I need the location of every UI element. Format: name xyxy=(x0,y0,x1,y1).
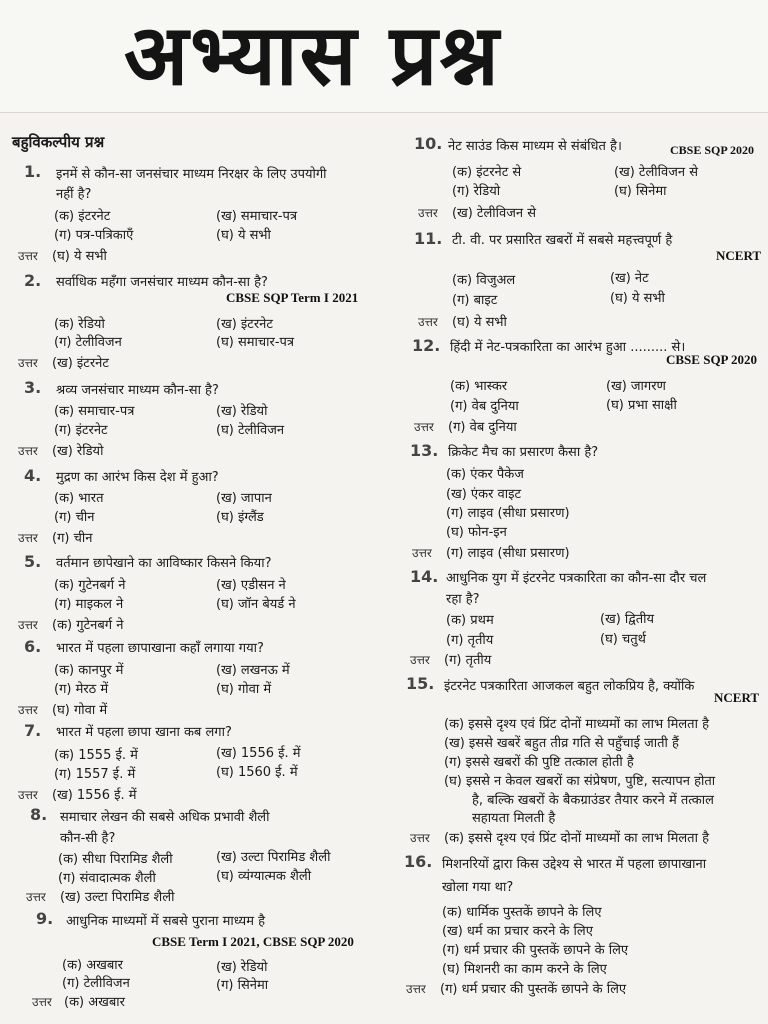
option-ka: (क) भास्कर xyxy=(450,379,508,394)
source-tag: CBSE SQP Term I 2021 xyxy=(226,290,359,305)
question-text: समाचार लेखन की सबसे अधिक प्रभावी शैली xyxy=(60,810,270,825)
question-text: भारत में पहला छापाखाना कहाँ लगाया गया? xyxy=(56,641,264,656)
option-ga: (ग) मेरठ में xyxy=(54,682,109,697)
option-kha: (ख) रेडियो xyxy=(216,404,268,419)
answer-label: उत्तर xyxy=(18,618,38,632)
option-gha: (घ) व्यंग्यात्मक शैली xyxy=(216,869,312,884)
option-ga: (ग) संवादात्मक शैली xyxy=(58,871,156,886)
option-ga: (ग) टेलीविजन xyxy=(62,976,130,991)
option-ka: (क) रेडियो xyxy=(54,317,105,332)
option-ka: (क) अखबार xyxy=(62,958,123,973)
option-gha: (घ) सिनेमा xyxy=(614,184,667,199)
answer: (ख) टेलीविजन से xyxy=(452,206,537,221)
answer-label: उत्तर xyxy=(414,420,434,434)
option-kha: (ख) लखनऊ में xyxy=(216,663,290,678)
option-kha: (ख) जागरण xyxy=(606,379,666,394)
option-ga: (ग) बाइट xyxy=(452,293,498,308)
question-number: 6. xyxy=(24,637,42,656)
answer: (घ) गोवा में xyxy=(52,703,108,718)
option-kha: (ख) नेट xyxy=(610,271,649,286)
option-ka: (क) भारत xyxy=(54,491,104,506)
question-number: 10. xyxy=(414,134,443,153)
answer-label: उत्तर xyxy=(418,206,438,220)
answer-label: उत्तर xyxy=(18,356,38,370)
option-kha: (ख) टेलीविजन से xyxy=(614,165,699,180)
answer-label: उत्तर xyxy=(18,531,38,545)
option-gha: (घ) मिशनरी का काम करने के लिए xyxy=(442,962,607,977)
option-ga: (ग) माइकल ने xyxy=(54,597,124,612)
question-number: 4. xyxy=(24,466,42,485)
page-title: अभ्यास प्रश्न xyxy=(124,5,501,104)
answer-label: उत्तर xyxy=(26,890,46,904)
answer-label: उत्तर xyxy=(32,995,52,1009)
option-kha: (ख) एडीसन ने xyxy=(216,578,286,593)
option-gha: (घ) टेलीविजन xyxy=(216,423,285,438)
question-text: क्रिकेट मैच का प्रसारण कैसा है? xyxy=(448,445,599,460)
option-ka: (क) समाचार-पत्र xyxy=(54,404,135,419)
option-ga: (ग) 1557 ई. में xyxy=(54,767,136,782)
option-gha: (घ) 1560 ई. में xyxy=(216,765,298,780)
question-text: वर्तमान छापेखाने का आविष्कार किसने किया? xyxy=(56,556,272,571)
option-ga: (ग) इंटरनेट xyxy=(54,423,108,438)
answer: (ग) धर्म प्रचार की पुस्तकें छापने के लिए xyxy=(440,982,627,997)
question-text: श्रव्य जनसंचार माध्यम कौन-सा है? xyxy=(56,383,219,398)
answer: (ख) इंटरनेट xyxy=(52,356,109,371)
option-ga: (ग) टेलीविजन xyxy=(54,335,122,350)
source-tag: NCERT xyxy=(714,690,760,705)
answer-label: उत्तर xyxy=(18,703,38,717)
question-number: 8. xyxy=(30,805,48,824)
option-ka: (क) गुटेनबर्ग ने xyxy=(54,578,126,593)
section-heading: बहुविकल्पीय प्रश्न xyxy=(12,133,105,151)
option-kha: (ख) 1556 ई. में xyxy=(216,746,301,761)
answer-label: उत्तर xyxy=(406,982,426,996)
answer: (क) अखबार xyxy=(64,995,125,1010)
source-tag: CBSE SQP 2020 xyxy=(666,352,758,367)
option-gha: (घ) समाचार-पत्र xyxy=(216,335,295,350)
option-gha: (घ) इससे न केवल खबरों का संप्रेषण, पुष्टि, सत्यापन होता xyxy=(444,774,716,789)
question-number: 3. xyxy=(24,378,42,397)
answer: (ख) उल्टा पिरामिड शैली xyxy=(60,890,175,905)
option-gha: (घ) ये सभी xyxy=(610,291,665,306)
answer: (क) इससे दृश्य एवं प्रिंट दोनों माध्यमों का लाभ मिलता है xyxy=(444,831,709,846)
option-ga: (ग) चीन xyxy=(54,510,95,525)
option-ga: (ग) वेब दुनिया xyxy=(450,399,519,414)
answer: (ख) रेडियो xyxy=(52,444,104,459)
option-gha: (घ) प्रभा साक्षी xyxy=(606,398,677,413)
question-text-cont: रहा है? xyxy=(446,592,480,607)
question-text: मिशनरियों द्वारा किस उद्देश्य से भारत में पहला छापाखाना xyxy=(442,857,707,872)
question-number: 14. xyxy=(410,567,439,586)
answer-label: उत्तर xyxy=(18,249,38,263)
option-ka: (क) इंटरनेट से xyxy=(452,165,522,180)
option-ka: (क) 1555 ई. में xyxy=(54,748,138,763)
question-number: 7. xyxy=(24,721,42,740)
option-kha: (ख) द्वितीय xyxy=(600,612,655,627)
option-ga: (ग) इससे खबरों की पुष्टि तत्काल होती है xyxy=(444,755,634,770)
source-tag: NCERT xyxy=(716,248,762,263)
answer-label: उत्तर xyxy=(18,444,38,458)
question-number: 15. xyxy=(406,674,435,693)
question-text: हिंदी में नेट-पत्रकारिता का आरंभ हुआ ......... से। xyxy=(450,340,686,355)
option-ga: (ग) लाइव (सीधा प्रसारण) xyxy=(446,506,570,521)
option-kha: (ख) समाचार-पत्र xyxy=(216,209,298,224)
option-ka: (क) एंकर पैकेज xyxy=(446,467,524,482)
option-ka: (क) सीधा पिरामिड शैली xyxy=(58,852,173,867)
question-text: सर्वाधिक महँगा जनसंचार माध्यम कौन-सा है? xyxy=(56,275,268,290)
answer: (ग) चीन xyxy=(52,531,93,546)
question-number: 1. xyxy=(24,162,42,181)
option-gha-cont: है, बल्कि खबरों के बैकग्राउंडर तैयार करने में तत्काल xyxy=(472,793,714,808)
question-text: इंटरनेट पत्रकारिता आजकल बहुत लोकप्रिय है, क्योंकि xyxy=(444,679,695,694)
option-kha: (ख) एंकर वाइट xyxy=(446,487,522,502)
option-ga: (ग) तृतीय xyxy=(446,633,494,648)
question-text: आधुनिक युग में इंटरनेट पत्रकारिता का कौन-सा दौर चल xyxy=(446,571,707,586)
option-gha: (घ) इंग्लैंड xyxy=(216,510,264,525)
option-ka: (क) इससे दृश्य एवं प्रिंट दोनों माध्यमों का लाभ मिलता है xyxy=(444,717,709,732)
answer-label: उत्तर xyxy=(18,788,38,802)
option-ga: (ग) रेडियो xyxy=(452,184,501,199)
option-kha: (ख) इससे खबरें बहुत तीव्र गति से पहुँचाई जाती हैं xyxy=(444,736,679,751)
option-ga: (ग) धर्म प्रचार की पुस्तकें छापने के लिए xyxy=(442,943,629,958)
option-gha: (ग) सिनेमा xyxy=(216,978,269,993)
question-text-cont: कौन-सी है? xyxy=(60,831,116,846)
option-kha: (ख) धर्म का प्रचार करने के लिए xyxy=(442,924,593,939)
answer-label: उत्तर xyxy=(410,831,430,845)
option-ka: (क) इंटरनेट xyxy=(54,209,111,224)
option-gha: (घ) चतुर्थ xyxy=(600,632,646,647)
answer-label: उत्तर xyxy=(412,546,432,560)
question-number: 11. xyxy=(414,229,443,248)
answer: (ग) तृतीय xyxy=(444,653,492,668)
option-ka: (क) विजुअल xyxy=(452,273,516,288)
answer: (क) गुटेनबर्ग ने xyxy=(52,618,124,633)
question-text: आधुनिक माध्यमों में सबसे पुराना माध्यम है xyxy=(66,914,266,929)
answer-label: उत्तर xyxy=(410,653,430,667)
question-text: इनमें से कौन-सा जनसंचार माध्यम निरक्षर के लिए उपयोगी xyxy=(56,167,327,182)
question-number: 5. xyxy=(24,552,42,571)
option-kha: (ख) उल्टा पिरामिड शैली xyxy=(216,850,331,865)
question-text-cont: खोला गया था? xyxy=(442,880,514,895)
option-gha: (घ) फोन-इन xyxy=(446,525,507,540)
source-tag: CBSE SQP 2020 xyxy=(670,143,755,157)
option-ka: (क) प्रथम xyxy=(446,613,494,628)
option-gha: (घ) गोवा में xyxy=(216,682,272,697)
option-gha-cont: सहायता मिलती है xyxy=(472,811,556,826)
question-number: 12. xyxy=(412,336,441,355)
option-gha: (घ) जॉन बेयर्ड ने xyxy=(216,597,296,612)
option-kha: (ख) जापान xyxy=(216,491,272,506)
option-kha: (ख) रेडियो xyxy=(216,960,268,975)
question-number: 9. xyxy=(36,909,54,928)
option-gha: (घ) ये सभी xyxy=(216,228,271,243)
option-ga: (ग) पत्र-पत्रिकाएँ xyxy=(54,228,134,243)
option-kha: (ख) इंटरनेट xyxy=(216,317,273,332)
question-text: टी. वी. पर प्रसारित खबरों में सबसे महत्त्वपूर्ण है xyxy=(452,233,673,248)
page-header xyxy=(0,0,768,113)
option-ka: (क) कानपुर में xyxy=(54,663,124,678)
question-text: नेट साउंड किस माध्यम से संबंधित है। xyxy=(448,139,622,154)
source-tag: CBSE Term I 2021, CBSE SQP 2020 xyxy=(152,934,354,949)
question-text: भारत में पहला छापा खाना कब लगा? xyxy=(56,725,232,740)
answer: (ग) वेब दुनिया xyxy=(448,420,517,435)
answer: (ग) लाइव (सीधा प्रसारण) xyxy=(446,546,570,561)
question-text: मुद्रण का आरंभ किस देश में हुआ? xyxy=(56,470,219,485)
question-number: 13. xyxy=(410,441,439,460)
question-text-cont: नहीं है? xyxy=(56,187,92,202)
question-number: 2. xyxy=(24,271,42,290)
answer-label: उत्तर xyxy=(418,315,438,329)
option-ka: (क) धार्मिक पुस्तकें छापने के लिए xyxy=(442,905,602,920)
question-number: 16. xyxy=(404,852,433,871)
answer: (घ) ये सभी xyxy=(452,315,507,330)
answer: (घ) ये सभी xyxy=(52,249,107,264)
answer: (ख) 1556 ई. में xyxy=(52,788,137,803)
